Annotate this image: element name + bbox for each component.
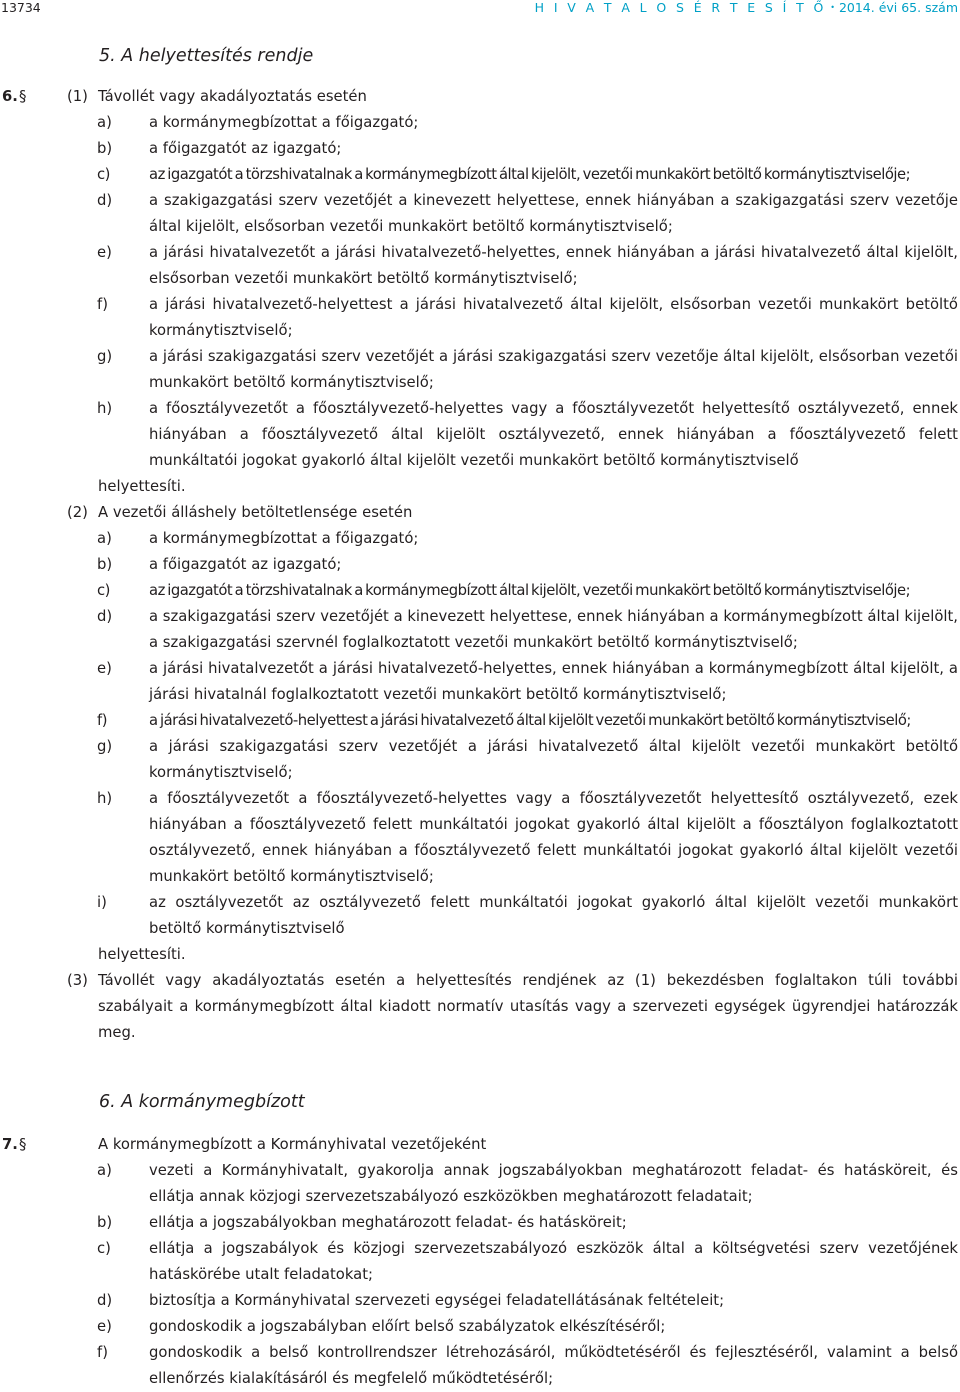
paragraph-intro: A kormánymegbízott a Kormányhivatal vezetőjeként bbox=[98, 1136, 487, 1153]
item-label: h) bbox=[97, 790, 113, 807]
item-label: d) bbox=[97, 608, 113, 625]
item-label: c) bbox=[97, 1240, 111, 1257]
item-label: f) bbox=[97, 1344, 108, 1361]
list-item bbox=[0, 292, 960, 344]
paragraph-6-sub-1 bbox=[0, 84, 960, 110]
subsection-text: Távollét vagy akadályoztatás esetén bbox=[98, 88, 367, 105]
list-item bbox=[0, 734, 960, 786]
item-label: e) bbox=[97, 1318, 112, 1335]
item-label: a) bbox=[97, 114, 112, 131]
item-text: ellátja a jogszabályokban meghatározott feladat- és hatásköreit; bbox=[149, 1214, 627, 1231]
item-label: c) bbox=[97, 166, 110, 183]
item-text: a főigazgatót az igazgató; bbox=[149, 140, 342, 157]
list-item bbox=[0, 552, 960, 578]
list-item bbox=[0, 526, 960, 552]
item-text: a járási szakigazgatási szerv vezetőjét a járási hivatalvezető által kijelölt vezetői munkakört betöltő kormánytisztviselő; bbox=[149, 738, 958, 781]
item-label: b) bbox=[97, 1214, 113, 1231]
paragraph-7 bbox=[0, 1132, 960, 1158]
page-header bbox=[0, 0, 960, 16]
subsection-text: A vezetői álláshely betöltetlensége esetén bbox=[98, 504, 413, 521]
item-text: a járási hivatalvezetőt a járási hivatalvezető-helyettes, ennek hiányában a kormánymegbízott által kijelölt, a járási hivatalnál foglalkoztatott vezetői munkakört betöltő kormánytisztviselő; bbox=[149, 660, 958, 703]
subsection-label: (2) bbox=[67, 504, 88, 521]
paragraph-number: 7. bbox=[2, 1136, 18, 1153]
item-label: a) bbox=[97, 1162, 112, 1179]
list-item bbox=[0, 396, 960, 474]
item-label: b) bbox=[97, 556, 113, 573]
item-text: a főosztályvezetőt a főosztályvezető-helyettes vagy a főosztályvezetőt helyettesítő osztályvezető, ezek hiányában a főosztályvezető felett munkáltatói jogokat gyakorló által kijelölt a főosztályon foglalkoztatott osztályvezető, ennek hiányában a főosztályvezető felett munkáltatói jogokat gyakorló által kijelölt vezetői munkakört betöltő kormánytisztviselő; bbox=[149, 790, 958, 885]
item-text: a szakigazgatási szerv vezetőjét a kinevezett helyettese, ennek hiányában a kormánymegbízott által kijelölt, a szakigazgatási szervnél foglalkoztatott vezetői munkakört betöltő kormánytisztviselő; bbox=[149, 608, 958, 651]
issue-label: 2014. évi 65. szám bbox=[838, 0, 958, 15]
page-number: 13734 bbox=[1, 0, 41, 15]
list-item bbox=[0, 1314, 960, 1340]
item-text: a járási hivatalvezető-helyettest a járási hivatalvezető által kijelölt, elsősorban vezetői munkakört betöltő kormánytisztviselő; bbox=[149, 296, 958, 339]
item-text: ellátja a jogszabályok és közjogi szervezetszabályozó eszközök által a költségvetési szerv vezetőjének hatáskörébe utalt feladatokat; bbox=[149, 1240, 958, 1283]
item-text: vezeti a Kormányhivatalt, gyakorolja annak jogszabályokban meghatározott feladat- és hatásköreit, és ellátja annak közjogi szervezetszabályozó eszközökben meghatározott feladatait; bbox=[149, 1162, 958, 1205]
item-label: e) bbox=[97, 244, 112, 261]
item-text: gondoskodik a jogszabályban előírt belső szabályzatok elkészítéséről; bbox=[149, 1318, 666, 1335]
subsection-label: (1) bbox=[67, 88, 88, 105]
list-item bbox=[0, 708, 960, 734]
item-text: a kormánymegbízottat a főigazgató; bbox=[149, 530, 419, 547]
paragraph-number: 6. bbox=[2, 88, 18, 105]
item-text: biztosítja a Kormányhivatal szervezeti egységei feladatellátásának feltételeit; bbox=[149, 1292, 725, 1309]
item-label: b) bbox=[97, 140, 113, 157]
list-item bbox=[0, 578, 960, 604]
journal-name: H I V A T A L O S É R T E S Í T Ő bbox=[534, 0, 827, 15]
closing-text: helyettesíti. bbox=[98, 478, 186, 495]
list-item bbox=[0, 1288, 960, 1314]
subsection-text: Távollét vagy akadályoztatás esetén a helyettesítés rendjének az (1) bekezdésben foglaltakon túli további szabályait a kormánymegbízott által kiadott normatív utasítás vagy a szervezeti egységek ügyrendjei határozzák meg. bbox=[98, 972, 958, 1041]
item-label: f) bbox=[97, 712, 107, 729]
item-text: a főigazgatót az igazgató; bbox=[149, 556, 342, 573]
item-label: d) bbox=[97, 192, 113, 209]
item-text: a járási hivatalvezető-helyettest a járási hivatalvezető által kijelölt vezetői munkakört betöltő kormánytisztviselő; bbox=[149, 712, 911, 729]
item-label: a) bbox=[97, 530, 112, 547]
item-text: a szakigazgatási szerv vezetőjét a kinevezett helyettese, ennek hiányában a szakigazgatási szerv vezetője által kijelölt, elsősorban vezetői munkakört betöltő kormánytisztviselő; bbox=[149, 192, 958, 235]
list-item bbox=[0, 656, 960, 708]
bullet-separator: • bbox=[830, 3, 835, 12]
list-item bbox=[0, 604, 960, 656]
list-item bbox=[0, 1210, 960, 1236]
document-body bbox=[0, 42, 960, 1392]
list-item bbox=[0, 1236, 960, 1288]
item-label: h) bbox=[97, 400, 113, 417]
item-text: a járási szakigazgatási szerv vezetőjét a járási szakigazgatási szerv vezetője által kijelölt, elsősorban vezetői munkakört betöltő kormánytisztviselő; bbox=[149, 348, 958, 391]
item-label: e) bbox=[97, 660, 112, 677]
section-title-6: 6. A kormánymegbízott bbox=[99, 1092, 305, 1112]
list-item bbox=[0, 110, 960, 136]
item-text: az igazgatót a törzshivatalnak a kormánymegbízott által kijelölt, vezetői munkakört betöltő kormánytisztviselője; bbox=[149, 582, 911, 599]
section-sign: § bbox=[19, 88, 27, 105]
closing-text: helyettesíti. bbox=[98, 946, 186, 963]
paragraph-6-sub-3 bbox=[0, 968, 960, 1046]
item-text: az igazgatót a törzshivatalnak a kormánymegbízott által kijelölt, vezetői munkakört betöltő kormánytisztviselője; bbox=[149, 166, 911, 183]
list-item bbox=[0, 1158, 960, 1210]
list-item bbox=[0, 890, 960, 942]
list-item bbox=[0, 136, 960, 162]
list-item bbox=[0, 344, 960, 396]
list-item bbox=[0, 1340, 960, 1392]
item-text: a főosztályvezetőt a főosztályvezető-helyettes vagy a főosztályvezetőt helyettesítő osztályvezető, ennek hiányában a főosztályvezető által kijelölt osztályvezető, ennek hiányában a főosztályvezető felett munkáltatói jogokat gyakorló által kijelölt vezetői munkakört betöltő kormánytisztviselő bbox=[149, 400, 958, 469]
paragraph-6-sub-2 bbox=[0, 500, 960, 526]
list-item bbox=[0, 240, 960, 292]
journal-info bbox=[535, 0, 958, 15]
item-text: a járási hivatalvezetőt a járási hivatalvezető-helyettes, ennek hiányában a járási hivatalvezető által kijelölt, elsősorban vezetői munkakört betöltő kormánytisztviselő; bbox=[149, 244, 958, 287]
item-label: d) bbox=[97, 1292, 113, 1309]
item-label: i) bbox=[97, 894, 107, 911]
item-label: c) bbox=[97, 582, 110, 599]
list-item bbox=[0, 162, 960, 188]
list-item bbox=[0, 188, 960, 240]
list-item bbox=[0, 786, 960, 890]
subsection-label: (3) bbox=[67, 972, 88, 989]
item-text: az osztályvezetőt az osztályvezető felett munkáltatói jogokat gyakorló által kijelölt vezetői munkakört betöltő kormánytisztviselő bbox=[149, 894, 958, 937]
item-text: a kormánymegbízottat a főigazgató; bbox=[149, 114, 419, 131]
item-label: f) bbox=[97, 296, 108, 313]
item-label: g) bbox=[97, 738, 113, 755]
section-sign: § bbox=[19, 1136, 27, 1153]
item-label: g) bbox=[97, 348, 113, 365]
section-title-5: 5. A helyettesítés rendje bbox=[99, 46, 314, 66]
item-text: gondoskodik a belső kontrollrendszer létrehozásáról, működtetéséről és fejlesztéséről, valamint a belső ellenőrzés kialakításáról és megfelelő működtetéséről; bbox=[149, 1344, 958, 1387]
